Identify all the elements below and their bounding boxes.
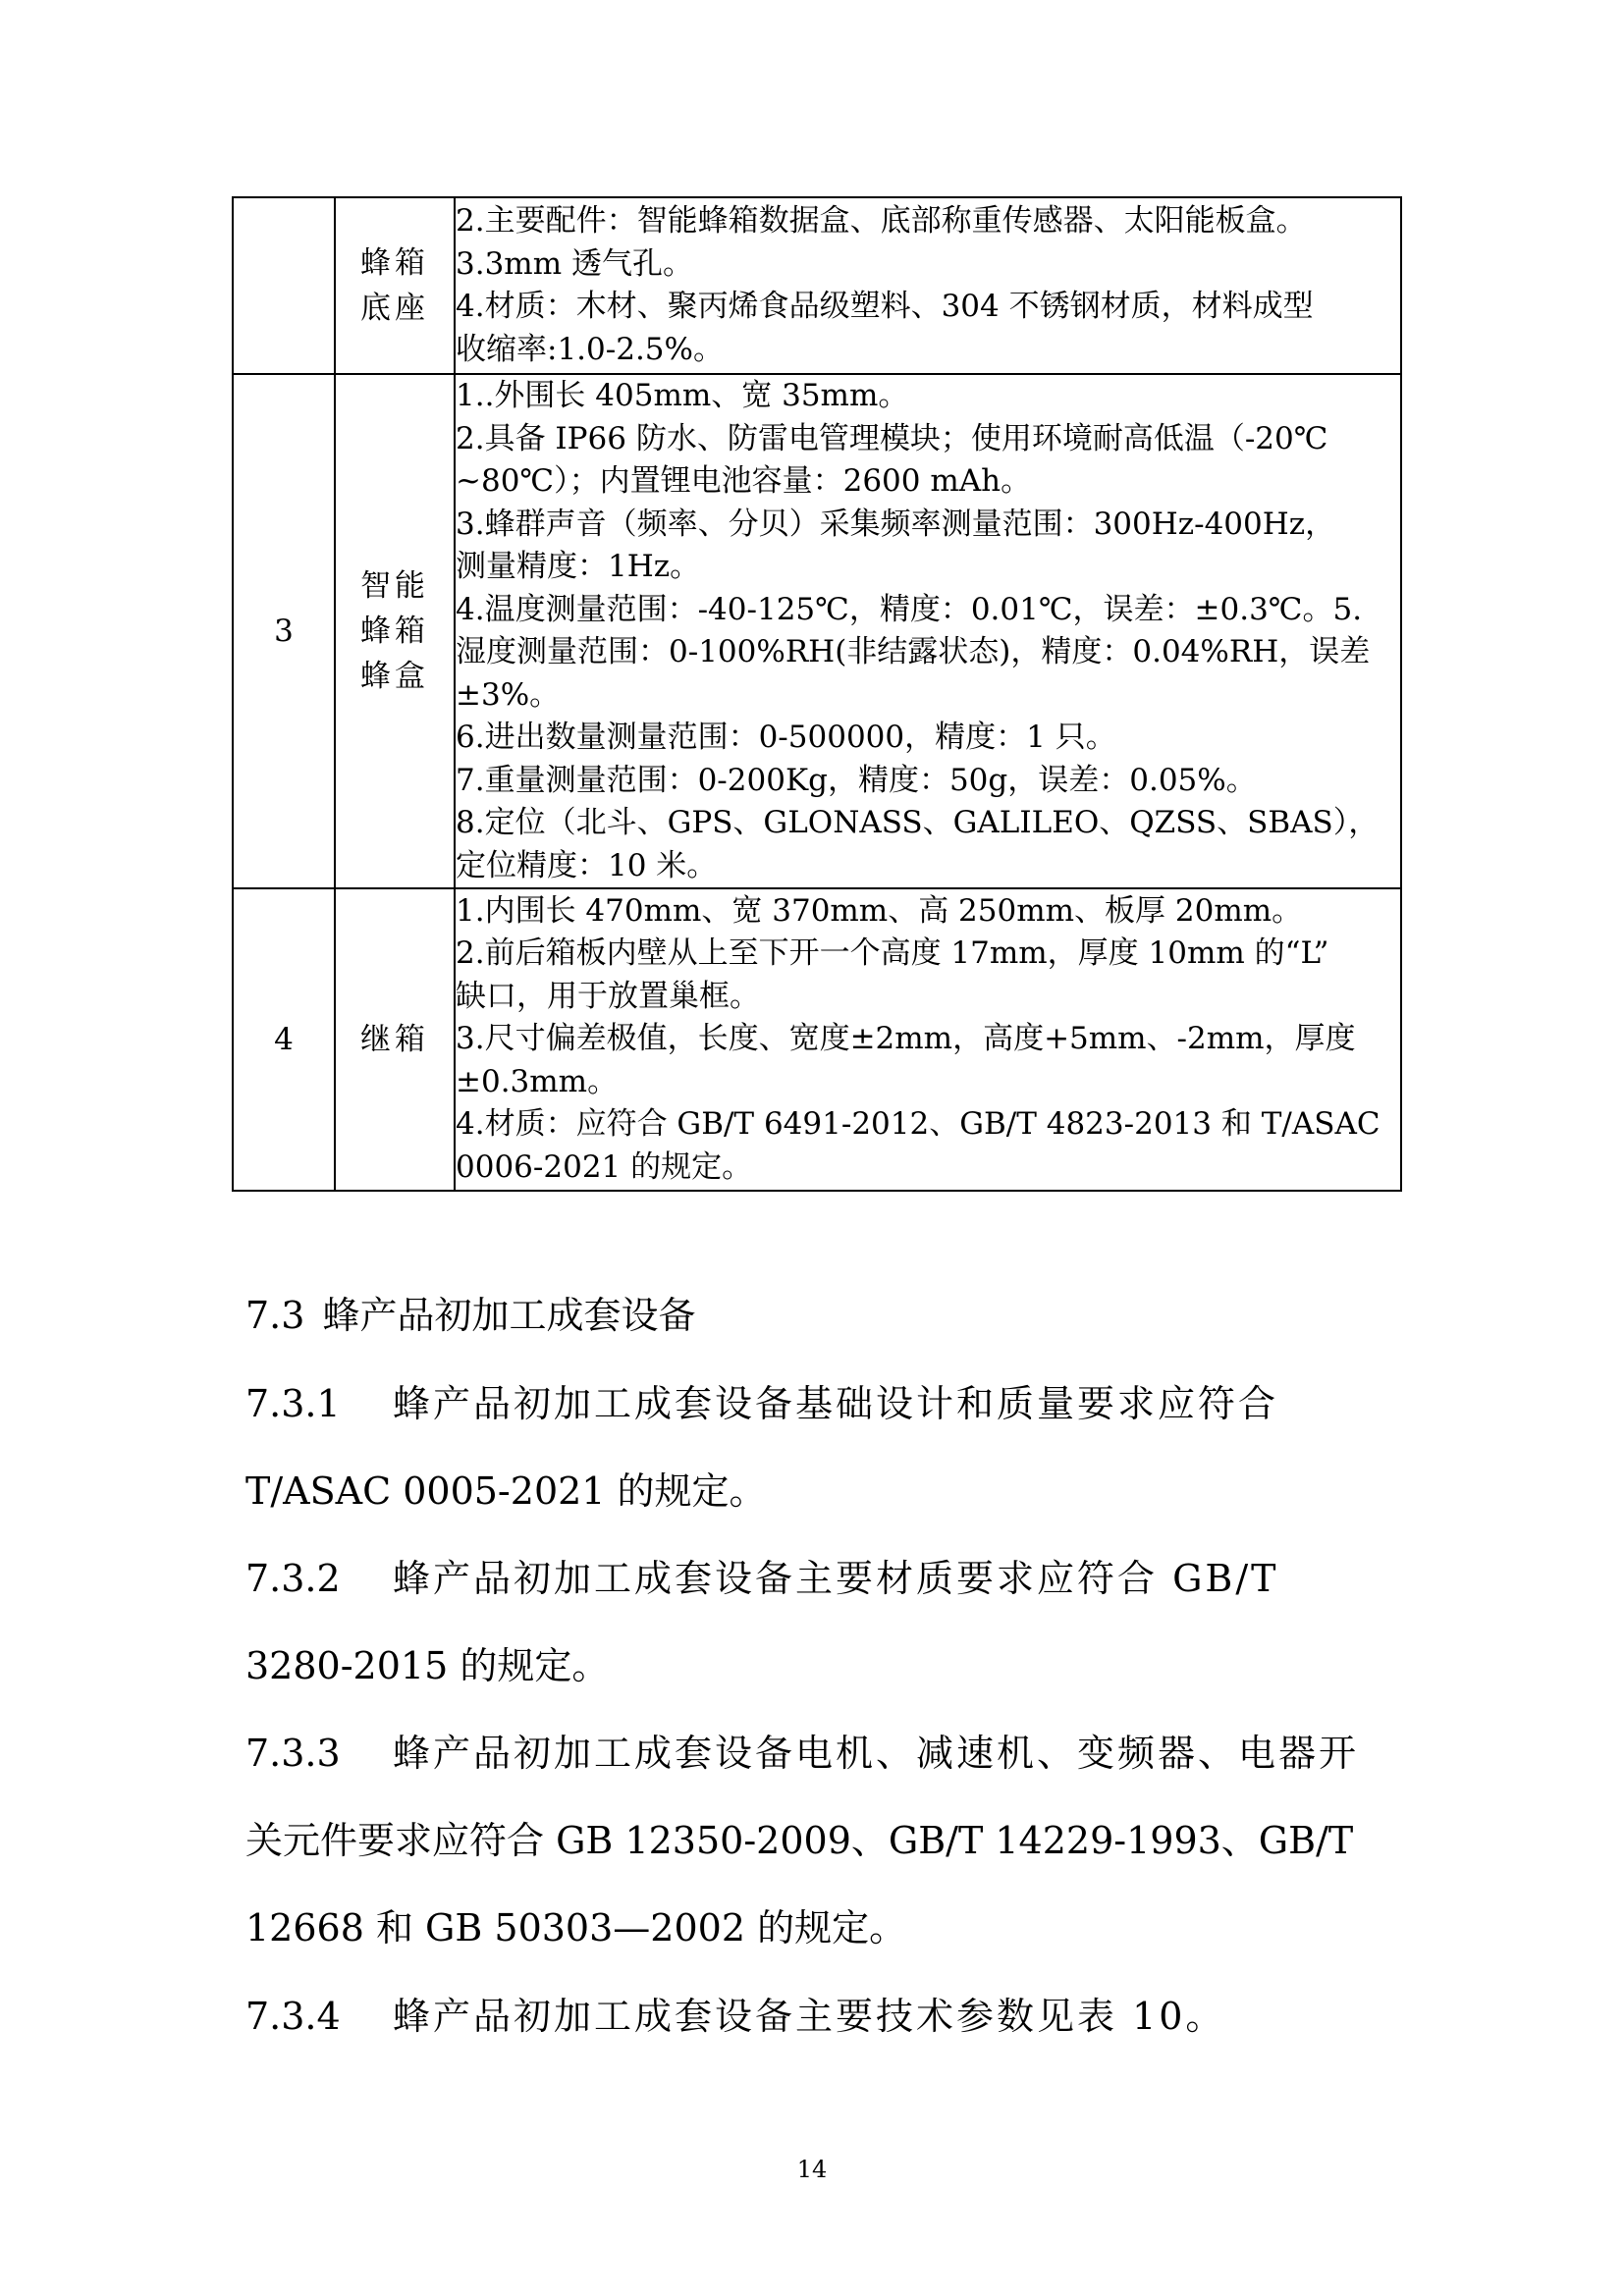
clause-number: 7.3.2 [245,1557,341,1600]
section-number: 7.3 [245,1294,305,1337]
item-description-cell [455,888,1401,1191]
clause-paragraph [245,1710,1384,1972]
table-row [233,888,1401,1191]
description-line: 2.具备 IP66 防水、防雷电管理模块；使用环境耐高低温（-20℃ [456,420,1328,456]
item-name-line: 智能 [360,568,429,604]
description-line: 7.重量测量范围：0-200Kg，精度：50g，误差：0.05%。 [456,762,1257,798]
description-line: 4.温度测量范围：-40-125℃，精度：0.01℃，误差：±0.3℃。5. [456,591,1363,627]
description-line: 3.3mm 透气孔。 [456,245,693,282]
row-number-cell: 4 [233,888,335,1191]
item-name-line: 蜂箱 [360,614,429,649]
clause-paragraph [245,1535,1384,1710]
item-name-line: 继箱 [360,1022,429,1057]
item-name-line: 蜂箱 [360,245,429,281]
description-line: 测量精度：1Hz。 [456,549,701,584]
table-row [233,197,1401,374]
description-line: 4.材质：木材、聚丙烯食品级塑料、304 不锈钢材质，材料成型 [456,289,1314,324]
item-description-cell [455,197,1401,374]
description-line: 1.内围长 470mm、宽 370mm、高 250mm、板厚 20mm。 [456,892,1303,929]
description-line: 6.进出数量测量范围：0-500000，精度：1 只。 [456,720,1116,755]
description-line: 0006-2021 的规定。 [456,1148,753,1185]
description-line: 2.主要配件：智能蜂箱数据盒、底部称重传感器、太阳能板盒。 [456,203,1307,239]
description-line: 4.材质：应符合 GB/T 6491-2012、GB/T 4823-2013 和 T/ASAC [456,1106,1380,1143]
row-number-cell [233,197,335,374]
clause-text-line: 3280-2015 的规定。 [245,1644,610,1687]
item-name-line: 蜂盒 [360,659,429,694]
item-name-cell [335,888,455,1191]
item-description-cell [455,374,1401,888]
clause-paragraph [245,1973,1384,2060]
table-row [233,374,1401,888]
description-line: 8.定位（北斗、GPS、GLONASS、GALILEO、QZSS、SBAS）， [456,805,1380,840]
description-line: 1..外围长 405mm、宽 35mm。 [456,378,909,413]
description-line: ±0.3mm。 [456,1063,619,1099]
clause-text-line: 蜂产品初加工成套设备主要技术参数见表 10。 [393,1995,1226,2038]
item-name-cell [335,374,455,888]
item-name-line: 底座 [360,291,429,326]
clause-text-line: 蜂产品初加工成套设备电机、减速机、变频器、电器开 [393,1732,1360,1775]
clause-text-line: 蜂产品初加工成套设备主要材质要求应符合 GB/T [393,1557,1279,1600]
clause-text-line: 12668 和 GB 50303—2002 的规定。 [245,1906,907,1949]
clause-text-line: T/ASAC 0005-2021 的规定。 [245,1469,767,1513]
clause-paragraph [245,1361,1384,1535]
description-line: 收缩率:1.0-2.5%。 [456,331,724,367]
description-line: 3.尺寸偏差极值，长度、宽度±2mm，高度+5mm、-2mm，厚度 [456,1021,1356,1057]
section-heading [245,1288,1384,1343]
clause-number: 7.3.1 [245,1382,341,1425]
item-name-cell [335,197,455,374]
page-number: 14 [796,2156,828,2183]
description-line: 定位精度：10 米。 [456,847,718,883]
description-line: 湿度测量范围：0-100%RH(非结露状态)，精度：0.04%RH，误差 [456,634,1371,669]
description-line: ~80℃）；内置锂电池容量：2600 mAh。 [456,463,1032,499]
description-line: 3.蜂群声音（频率、分贝）采集频率测量范围：300Hz-400Hz， [456,506,1336,542]
equipment-spec-table [232,196,1402,1192]
clause-number: 7.3.3 [245,1732,341,1775]
description-line: 缺口，用于放置巢框。 [456,978,760,1014]
description-line: ±3%。 [456,676,561,713]
clause-text-line: 蜂产品初加工成套设备基础设计和质量要求应符合 [393,1382,1279,1425]
clause-text-line: 关元件要求应符合 GB 12350-2009、GB/T 14229-1993、GB/T [245,1819,1354,1862]
row-number-cell: 3 [233,374,335,888]
clause-number: 7.3.4 [245,1995,341,2038]
description-line: 2.前后箱板内壁从上至下开一个高度 17mm，厚度 10mm 的“L” [456,935,1329,972]
section-title: 蜂产品初加工成套设备 [322,1294,696,1337]
